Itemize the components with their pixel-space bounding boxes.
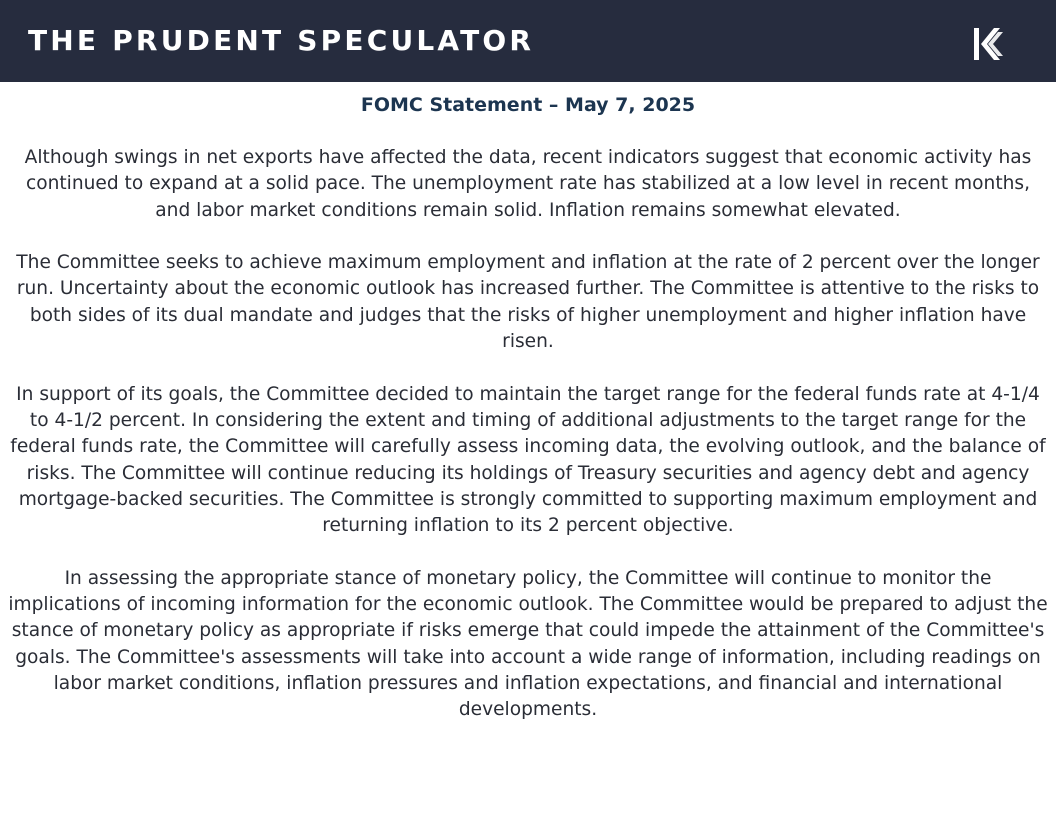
- brand-title: THE PRUDENT SPECULATOR: [28, 24, 535, 57]
- statement-body: [6, 145, 1050, 750]
- paragraph-4: In assessing the appropriate stance of monetary policy, the Committee will continue to monitor the implications of incoming information for the economic outlook. The Committee would be prepared to adjust the stance of monetary policy as appropriate if risks emerge that could impede the attainment of the Committee's goals. The Committee's assessments will take into account a wide range of information, including readings on labor market conditions, inflation pressures and inflation expectations, and financial and international developments.: [8, 567, 1048, 721]
- kovitz-k-logo-icon: [972, 27, 1004, 61]
- document-title: FOMC Statement – May 7, 2025: [360, 94, 696, 116]
- paragraph-1: Although swings in net exports have affected the data, recent indicators suggest that economic activity has continued to expand at a solid pace. The unemployment rate has stabilized at a low level in recent months, and labor market conditions remain solid. Inflation remains somewhat elevated.: [24, 147, 1032, 221]
- paragraph-2: The Committee seeks to achieve maximum employment and inflation at the rate of 2 percent over the longer run. Uncertainty about the economic outlook has increased further. The Committee is attentive to the risks to both sides of its dual mandate and judges that the risks of higher unemployment and higher inflation have risen.: [16, 252, 1040, 353]
- header-bar: [0, 0, 1056, 82]
- paragraph-3: In support of its goals, the Committee decided to maintain the target range for the federal funds rate at 4-1/4 to 4-1/2 percent. In considering the extent and timing of additional adjustments to the target range for the federal funds rate, the Committee will carefully assess incoming data, the evolving outlook, and the balance of risks. The Committee will continue reducing its holdings of Treasury securities and agency debt and agency mortgage-backed securities. The Committee is strongly committed to supporting maximum employment and returning inflation to its 2 percent objective.: [10, 383, 1046, 537]
